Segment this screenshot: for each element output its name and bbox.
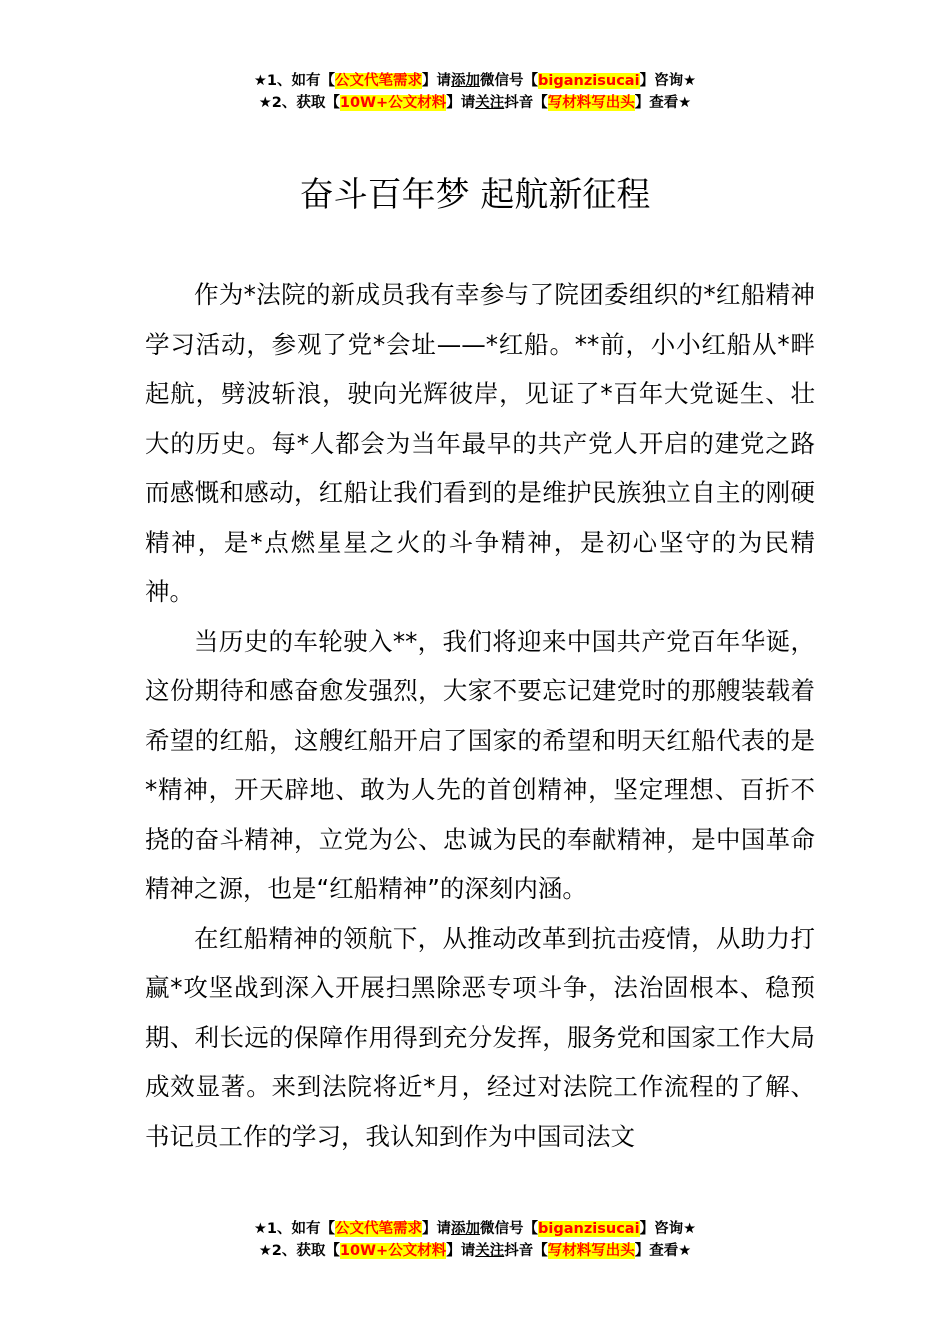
banner-line-2 [0,1240,950,1262]
banner-text: 】查看★ [634,95,692,111]
banner-underline: 添加 [451,73,481,89]
footer-banner [0,1218,950,1262]
banner-text: ★1、如有【 [253,1221,336,1237]
banner-text: 】请 [446,95,476,111]
banner-highlight: 公文代笔需求 [335,73,423,89]
banner-text: 】查看★ [634,1243,692,1259]
banner-text: ★2、获取【 [258,95,340,111]
paragraph: 在红船精神的领航下，从推动改革到抗击疫情，从助力打赢*攻坚战到深入开展扫黑除恶专项斗争，法治固根本、稳预期、利长远的保障作用得到充分发挥，服务党和国家工作大局成效显著。来到法院将近*月，经过对法院工作流程的了解、书记员工作的学习，我认知到作为中国司法文 [145,923,815,1151]
banner-text: 】请 [422,73,452,89]
banner-highlight: 写材料写出头 [547,1243,635,1259]
banner-line-1 [0,1218,950,1240]
banner-text: 】请 [446,1243,476,1259]
banner-text: 】请 [422,1221,452,1237]
header-banner [0,70,950,114]
paragraph: 当历史的车轮驶入**，我们将迎来中国共产党百年华诞，这份期待和感奋愈发强烈，大家不要忘记建党时的那艘装载着希望的红船，这艘红船开启了国家的希望和明天红船代表的是*精神，开天辟地、敢为人先的首创精神，坚定理想、百折不挠的奋斗精神，立党为公、忠诚为民的奉献精神，是中国革命精神之源，也是“红船精神”的深刻内涵。 [145,626,815,903]
banner-text: 微信号【 [480,1221,539,1237]
document-title: 奋斗百年梦 起航新征程 [299,175,651,215]
banner-line-2 [0,92,950,114]
banner-highlight: biganzisucai [538,1221,640,1237]
banner-text: ★1、如有【 [253,73,336,89]
banner-highlight: 写材料写出头 [547,95,635,111]
banner-underline: 关注 [475,95,505,111]
banner-highlight: 10W+公文材料 [339,1243,447,1259]
banner-highlight: 10W+公文材料 [339,95,447,111]
banner-text: 】咨询★ [639,1221,697,1237]
banner-text: 抖音【 [504,95,548,111]
banner-text: ★2、获取【 [258,1243,340,1259]
banner-highlight: biganzisucai [538,73,640,89]
banner-text: 抖音【 [504,1243,548,1259]
banner-underline: 添加 [451,1221,481,1237]
document-body [145,270,815,1161]
banner-line-1 [0,70,950,92]
banner-text: 】咨询★ [639,73,697,89]
paragraph: 作为*法院的新成员我有幸参与了院团委组织的*红船精神学习活动，参观了党*会址——*红船。**前，小小红船从*畔起航，劈波斩浪，驶向光辉彼岸，见证了*百年大党诞生、壮大的历史。每*人都会为当年最早的共产党人开启的建党之路而感慨和感动，红船让我们看到的是维护民族独立自主的刚硬精神，是*点燃星星之火的斗争精神，是初心坚守的为民精神。 [145,280,815,606]
banner-highlight: 公文代笔需求 [335,1221,423,1237]
banner-text: 微信号【 [480,73,539,89]
banner-underline: 关注 [475,1243,505,1259]
